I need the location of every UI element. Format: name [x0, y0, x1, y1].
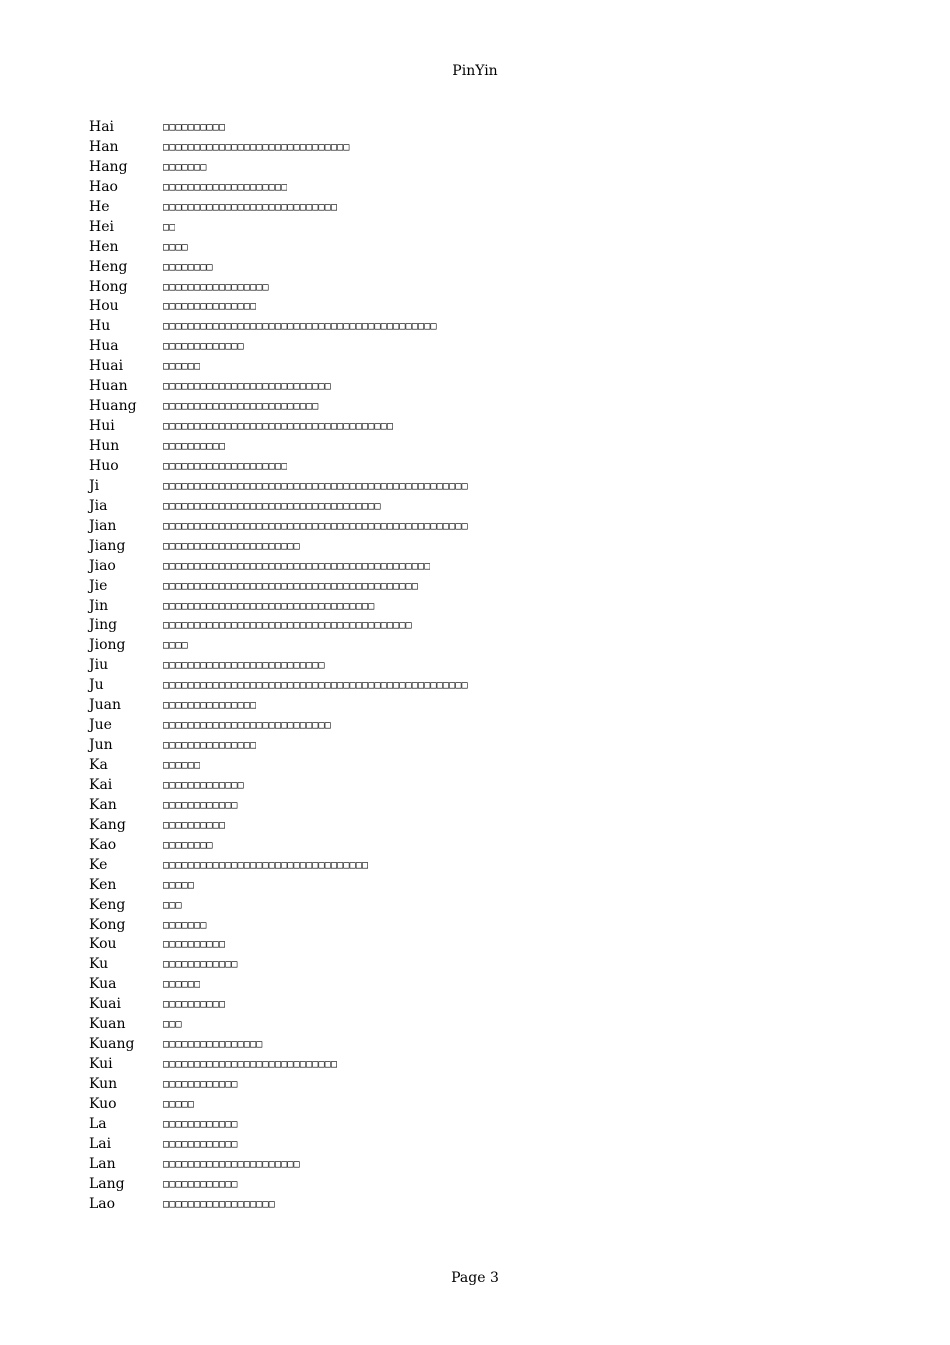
character-glyphs: □□□□□□□□□□□□□□□□□□□□□□□□□□□□□□□□□□□□□□□□□□□□□□□□□	[163, 480, 468, 492]
pinyin-syllable: Jiang	[89, 537, 126, 554]
page-header-title: PinYin	[452, 63, 498, 79]
pinyin-entry-row	[89, 118, 889, 138]
pinyin-syllable: Lan	[89, 1155, 116, 1172]
pinyin-entry-row	[89, 577, 889, 597]
pinyin-syllable: La	[89, 1115, 107, 1132]
pinyin-entry-row	[89, 975, 889, 995]
pinyin-syllable: Jue	[89, 717, 112, 734]
pinyin-entry-row	[89, 876, 889, 896]
pinyin-syllable: Kou	[89, 936, 117, 953]
pinyin-entry-row	[89, 517, 889, 537]
character-glyphs: □□□□□□□□□□□□□□□□□	[163, 281, 269, 293]
pinyin-entry-row	[89, 397, 889, 417]
character-glyphs: □□□□□□□□□□□□□□□□□□□□□□□□□□□□□□	[163, 141, 350, 153]
pinyin-entry-row	[89, 1095, 889, 1115]
pinyin-syllable: Hun	[89, 438, 120, 454]
pinyin-entry-row	[89, 1015, 889, 1035]
pinyin-entry-row	[89, 856, 889, 876]
character-glyphs: □□□□□□	[163, 760, 201, 771]
pinyin-syllable: Jie	[89, 577, 108, 594]
character-glyphs: □□□□□□□□□□□□□□□□□□□□□□□□□□□	[163, 720, 331, 732]
pinyin-entry-row	[89, 1055, 889, 1075]
pinyin-entry-row	[89, 477, 889, 497]
pinyin-syllable: Kuo	[89, 1095, 117, 1112]
pinyin-syllable: Kuai	[89, 996, 121, 1013]
pinyin-syllable: Kan	[89, 796, 117, 813]
pinyin-entry-row	[89, 158, 889, 178]
character-glyphs: □□□□□□□□□□□□	[163, 799, 238, 811]
character-glyphs: □□□□□□□□□□□□□□□□□□□□□□□□□□□□□□□□□□□□□□□□□□□□□□□□□	[163, 680, 468, 692]
character-glyphs: □□□□□□□□□□□□□□□	[163, 301, 257, 313]
pinyin-entry-row	[89, 198, 889, 218]
character-glyphs: □□□□□□□□□□	[163, 819, 226, 831]
pinyin-syllable: Hou	[89, 298, 119, 315]
character-glyphs: □□□□□□	[163, 979, 201, 991]
character-glyphs: □□□□□□□□□□□□□□□	[163, 700, 257, 712]
pinyin-syllable: Kai	[89, 776, 113, 793]
character-glyphs: □□□□□□□□□□	[163, 939, 226, 951]
pinyin-entry-row	[89, 736, 889, 756]
pinyin-entry-row	[89, 357, 889, 377]
pinyin-syllable: Lai	[89, 1135, 112, 1152]
pinyin-entry-row	[89, 317, 889, 337]
pinyin-syllable: Ji	[89, 477, 100, 494]
character-glyphs: □□□□□□□□□□□□□□□□□□□□□□□□□□□□□□□□□□	[163, 600, 375, 612]
character-glyphs: □□□□□□□□□□□□□□□□□□	[163, 1198, 275, 1210]
pinyin-entry-list	[89, 118, 889, 1215]
pinyin-entry-row	[89, 995, 889, 1015]
pinyin-entry-row	[89, 1135, 889, 1155]
character-glyphs: □□□□□□□□□□□□	[163, 959, 238, 971]
page-number: Page 3	[451, 1270, 499, 1286]
character-glyphs: □□□□□□□□□□□□□□□□□□□□□□□□□	[163, 401, 319, 413]
pinyin-entry-row	[89, 557, 889, 577]
pinyin-syllable: Jian	[89, 517, 117, 534]
pinyin-syllable: Hai	[89, 119, 115, 135]
pinyin-entry-row	[89, 297, 889, 317]
pinyin-entry-row	[89, 178, 889, 198]
pinyin-entry-row	[89, 537, 889, 557]
character-glyphs: □□□□□□□□□□□□□	[163, 341, 244, 353]
character-glyphs: □□□□□□□□□□	[163, 999, 226, 1011]
pinyin-syllable: Kang	[89, 816, 126, 833]
pinyin-entry-row	[89, 1075, 889, 1095]
character-glyphs: □□	[163, 221, 176, 233]
pinyin-entry-row	[89, 437, 889, 457]
pinyin-syllable: Hao	[89, 178, 118, 195]
pinyin-syllable: Kua	[89, 976, 117, 993]
character-glyphs: □□□□□□□□□□□□□□□□	[163, 1039, 263, 1051]
character-glyphs: □□□□□	[163, 879, 195, 891]
character-glyphs: □□□□□□□□□□□□	[163, 1118, 238, 1130]
pinyin-entry-row	[89, 377, 889, 397]
character-glyphs: □□□□□□□□□□□□□□□□□□□□□□□□□□□□□□□□□□□□□□□□□	[163, 580, 419, 592]
pinyin-syllable: Ka	[89, 757, 108, 773]
character-glyphs: □□□□□□□□□□□□	[163, 1178, 238, 1190]
pinyin-syllable: Kun	[89, 1076, 118, 1092]
pinyin-syllable: Keng	[89, 896, 126, 913]
character-glyphs: □□□□□□□□□□	[163, 122, 226, 133]
pinyin-syllable: Jiong	[89, 637, 126, 654]
pinyin-syllable: Han	[89, 138, 119, 155]
character-glyphs: □□□□□□□□□□□□□□□□□□□□□□	[163, 1158, 300, 1170]
pinyin-entry-row	[89, 258, 889, 278]
pinyin-syllable: Kuan	[89, 1016, 126, 1033]
pinyin-syllable: Kong	[89, 916, 126, 933]
pinyin-syllable: Ke	[89, 856, 108, 873]
pinyin-syllable: Hu	[89, 318, 111, 335]
pinyin-entry-row	[89, 1155, 889, 1175]
character-glyphs: □□□□□□□□□□	[163, 441, 226, 452]
character-glyphs: □□□□□□□□□□□□□	[163, 779, 244, 791]
pinyin-entry-row	[89, 776, 889, 796]
pinyin-syllable: Hui	[89, 418, 115, 435]
pinyin-syllable: Jia	[89, 497, 108, 514]
character-glyphs: □□□□□□□□□□□□□□□□□□□□□□□□□□□□□□□□□□□	[163, 500, 381, 512]
pinyin-syllable: Heng	[89, 258, 128, 275]
character-glyphs: □□□□□□□□	[163, 261, 213, 273]
pinyin-syllable: Kao	[89, 836, 117, 853]
pinyin-syllable: Ku	[89, 956, 109, 973]
pinyin-syllable: Lao	[89, 1195, 116, 1212]
pinyin-entry-row	[89, 955, 889, 975]
character-glyphs: □□□□□□□□□□□□	[163, 1138, 238, 1150]
pinyin-entry-row	[89, 636, 889, 656]
character-glyphs: □□□□□□□□□□□□□□□□□□□□□□□□□□□□□□□□□□□□□□□□□□□□□□□□□	[163, 520, 468, 532]
pinyin-entry-row	[89, 1035, 889, 1055]
pinyin-syllable: Hen	[89, 238, 119, 255]
character-glyphs: □□□□	[163, 241, 188, 253]
pinyin-syllable: Juan	[89, 697, 121, 714]
character-glyphs: □□□□□□□	[163, 161, 207, 173]
pinyin-syllable: Jing	[89, 617, 118, 634]
character-glyphs: □□□□□□□□□□□□□□□□□□□□□□□□□□	[163, 660, 325, 672]
pinyin-entry-row	[89, 696, 889, 716]
pinyin-syllable: Hang	[89, 158, 128, 175]
character-glyphs: □□□□□□□	[163, 919, 207, 931]
pinyin-entry-row	[89, 597, 889, 617]
pinyin-entry-row	[89, 417, 889, 437]
pinyin-entry-row	[89, 676, 889, 696]
character-glyphs: □□□□□□□□□□□□□□□□□□□□□□□□□□□□□□□□□□□□□□□□□□□□	[163, 321, 437, 333]
pinyin-syllable: Huang	[89, 398, 137, 415]
character-glyphs: □□□□	[163, 640, 188, 652]
character-glyphs: □□□□□□□□□□□□□□□□□□□□	[163, 460, 288, 472]
pinyin-entry-row	[89, 497, 889, 517]
pinyin-entry-row	[89, 337, 889, 357]
pinyin-entry-row	[89, 816, 889, 836]
pinyin-entry-row	[89, 1115, 889, 1135]
pinyin-entry-row	[89, 457, 889, 477]
pinyin-entry-row	[89, 138, 889, 158]
pinyin-entry-row	[89, 238, 889, 258]
character-glyphs: □□□□□□□□□□□□□□□□□□□□□□□□□□□□□□□□□	[163, 859, 369, 871]
character-glyphs: □□□□□□□□□□□□□□□□□□□□□□□□□□□□□□□□□□□□□□□□□□□	[163, 560, 431, 572]
pinyin-syllable: He	[89, 198, 110, 215]
pinyin-syllable: Ju	[89, 677, 104, 694]
character-glyphs: □□□□□□□□□□□□□□□□□□□□	[163, 181, 288, 193]
character-glyphs: □□□□□□□□□□□□□□□□□□□□□□	[163, 540, 300, 552]
pinyin-entry-row	[89, 616, 889, 636]
pinyin-entry-row	[89, 278, 889, 298]
pinyin-entry-row	[89, 935, 889, 955]
pinyin-syllable: Huo	[89, 457, 119, 474]
pinyin-entry-row	[89, 756, 889, 776]
pinyin-syllable: Hei	[89, 218, 114, 235]
pinyin-entry-row	[89, 796, 889, 816]
pinyin-syllable: Jin	[89, 597, 109, 614]
character-glyphs: □□□□□□□□□□□□□□□□□□□□□□□□□□□	[163, 381, 331, 393]
pinyin-entry-row	[89, 1195, 889, 1215]
pinyin-entry-row	[89, 916, 889, 936]
character-glyphs: □□□□□□□□□□□□□□□	[163, 740, 257, 752]
pinyin-syllable: Huai	[89, 358, 124, 375]
character-glyphs: □□□	[163, 1019, 182, 1031]
pinyin-syllable: Jiu	[89, 657, 109, 674]
pinyin-syllable: Jun	[89, 737, 113, 754]
character-glyphs: □□□□□□□□	[163, 839, 213, 851]
character-glyphs: □□□	[163, 899, 182, 911]
pinyin-syllable: Kui	[89, 1056, 113, 1073]
character-glyphs: □□□□□□□□□□□□	[163, 1079, 238, 1090]
character-glyphs: □□□□□□□□□□□□□□□□□□□□□□□□□□□□□□□□□□□□□	[163, 421, 394, 433]
character-glyphs: □□□□□□□□□□□□□□□□□□□□□□□□□□□□	[163, 201, 338, 213]
character-glyphs: □□□□□□□□□□□□□□□□□□□□□□□□□□□□□□□□□□□□□□□□	[163, 620, 412, 632]
pinyin-entry-row	[89, 836, 889, 856]
pinyin-syllable: Huan	[89, 378, 128, 395]
pinyin-entry-row	[89, 896, 889, 916]
pinyin-entry-row	[89, 716, 889, 736]
pinyin-entry-row	[89, 1175, 889, 1195]
pinyin-syllable: Ken	[89, 876, 117, 893]
pinyin-syllable: Jiao	[89, 557, 116, 574]
pinyin-syllable: Hong	[89, 278, 128, 295]
pinyin-syllable: Kuang	[89, 1036, 135, 1053]
character-glyphs: □□□□□	[163, 1098, 195, 1110]
pinyin-entry-row	[89, 218, 889, 238]
pinyin-syllable: Lang	[89, 1175, 125, 1192]
pinyin-syllable: Hua	[89, 338, 119, 355]
character-glyphs: □□□□□□	[163, 361, 201, 373]
character-glyphs: □□□□□□□□□□□□□□□□□□□□□□□□□□□□	[163, 1059, 338, 1071]
pinyin-entry-row	[89, 656, 889, 676]
